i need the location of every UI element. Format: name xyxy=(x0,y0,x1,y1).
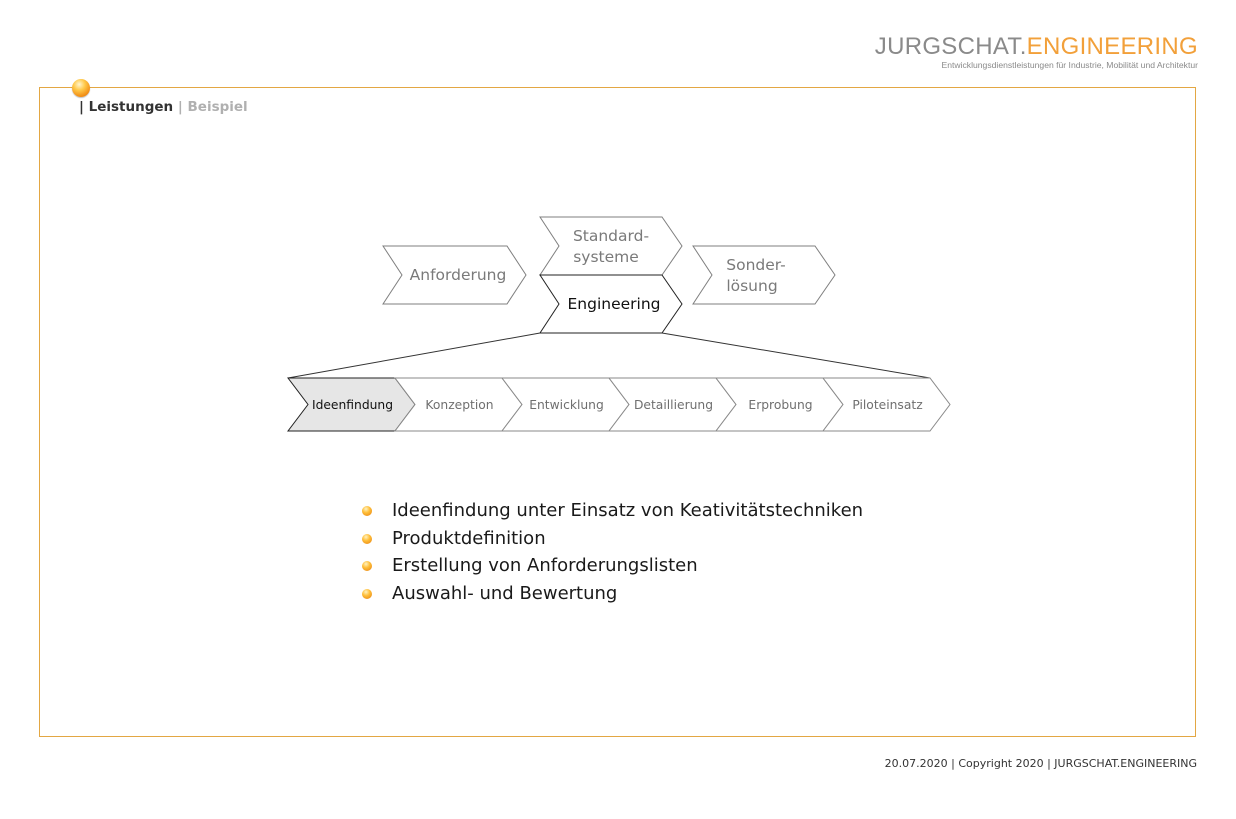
label-engineering: Engineering xyxy=(567,295,661,313)
footer-copyright: 20.07.2020 | Copyright 2020 | JURGSCHAT.ENGINEERING xyxy=(884,757,1197,770)
phase-label-entwicklung: Entwicklung xyxy=(529,398,604,412)
logo-tagline: Entwicklungsdienstleistungen für Industrie, Mobilität und Architektur xyxy=(941,60,1198,70)
bullet-icon xyxy=(362,506,372,516)
chevron-standardsysteme xyxy=(540,217,682,275)
bullet-item xyxy=(362,580,863,608)
bullet-icon xyxy=(362,561,372,571)
bullet-icon xyxy=(362,589,372,599)
bullet-text: Erstellung von Anforderungslisten xyxy=(392,555,698,576)
bullet-item xyxy=(362,525,863,553)
zoom-line-right xyxy=(662,333,930,378)
label-standardsysteme-2: systeme xyxy=(573,248,639,266)
phase-label-ideenfindung: Ideenfindung xyxy=(311,398,394,412)
zoom-line-left xyxy=(288,333,540,378)
label-sonderloesung-2: lösung xyxy=(726,277,778,295)
bullet-text: Produktdefinition xyxy=(392,527,546,549)
label-anforderung: Anforderung xyxy=(409,266,507,284)
label-standardsysteme-1: Standard- xyxy=(572,227,650,245)
phase-label-konzeption: Konzeption xyxy=(425,398,494,412)
label-sonderloesung-1: Sonder- xyxy=(726,256,786,274)
bullet-list xyxy=(362,497,863,607)
bullet-text: Ideenfindung unter Einsatz von Keativitätstechniken xyxy=(392,500,864,521)
chevron-sonderloesung xyxy=(693,246,835,304)
logo-wordmark-accent: ENGINEERING xyxy=(1026,33,1198,60)
breadcrumb-current: | Leistungen xyxy=(79,99,174,115)
phase-chevron-row xyxy=(288,378,950,431)
breadcrumb-rest: | Beispiel xyxy=(177,99,248,115)
logo-wordmark-main: JURGSCHAT. xyxy=(874,33,1027,60)
phase-label-erprobung: Erprobung xyxy=(748,398,813,412)
bullet-text: Auswahl- und Bewertung xyxy=(392,582,618,604)
bullet-item xyxy=(362,497,863,525)
phase-label-piloteinsatz: Piloteinsatz xyxy=(852,398,923,412)
bullet-item xyxy=(362,552,863,580)
phase-label-detaillierung: Detaillierung xyxy=(633,398,714,412)
bullet-icon xyxy=(362,534,372,544)
